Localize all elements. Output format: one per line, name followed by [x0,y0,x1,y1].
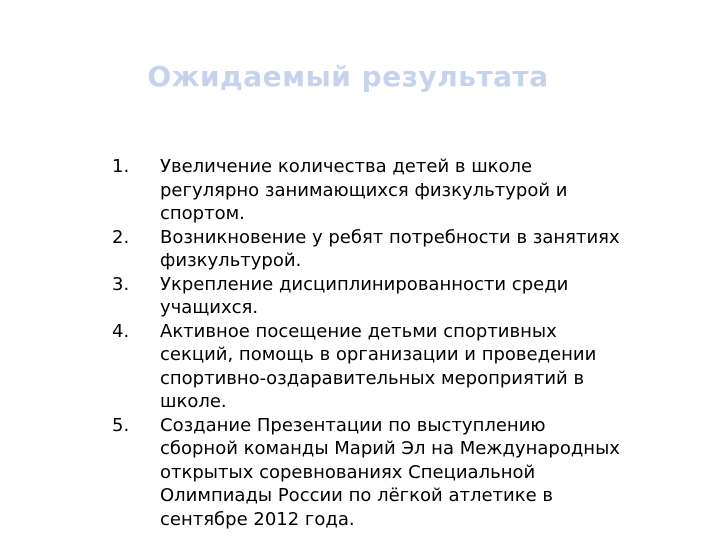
list-item [112,155,622,226]
list-item-text: Создание Презентации по выступлению сборной команды Марий Эл на Международных открытых соревнованиях Специальной Олимпиады России по лёгкой атлетике в сентябре 2012 года. [160,414,620,530]
list-item-number: 1. [112,156,130,177]
list-item [112,273,622,320]
list-item-text: Возникновение у ребят потребности в занятиях физкультурой. [160,226,620,271]
list-item [112,414,622,532]
list-item-text: Увеличение количества детей в школе регулярно занимающихся физкультурой и спортом. [160,156,568,224]
list-item-number: 2. [112,226,130,248]
list-item-number: 3. [112,273,130,295]
list-item-text: Активное посещение детьми спортивных секций, помощь в организации и проведении спортивно-оздаравительных мероприятий в школе. [160,320,597,412]
list-item-number: 4. [112,320,130,342]
list-item [112,320,622,414]
list-item-number: 5. [112,414,130,436]
list-item [112,226,622,273]
expected-results-list [112,155,622,531]
slide-title: Ожидаемый результата [147,60,549,93]
list-item-text: Укрепление дисциплинированности среди учащихся. [160,273,569,318]
